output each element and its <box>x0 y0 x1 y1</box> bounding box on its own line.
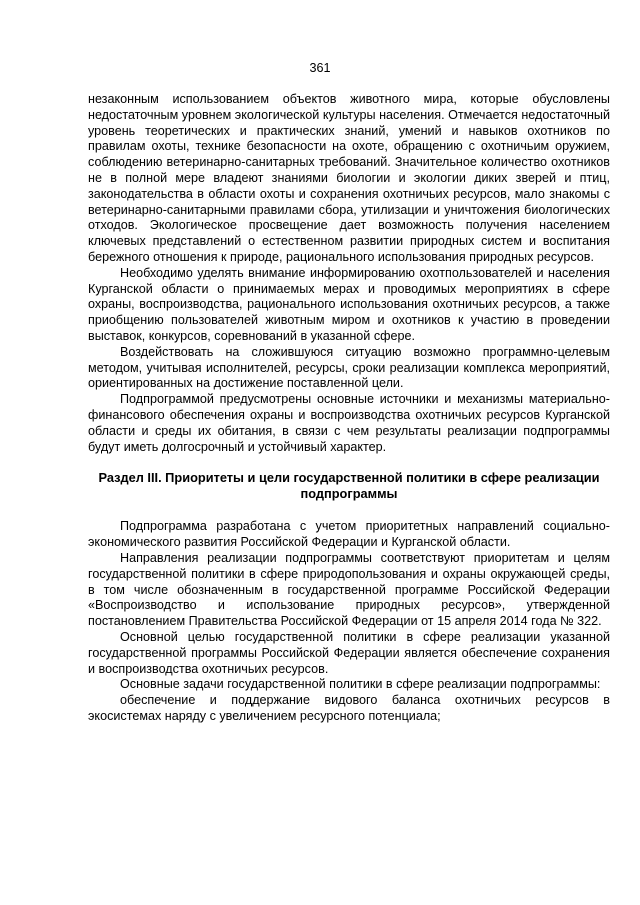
paragraph-main-goal: Основной целью государственной политики в сфере реализации указанной государственной программы Российской Федерации является обеспечение сохранения и воспроизводства охотничьих ресурсов. <box>88 629 610 676</box>
paragraph-program-method: Воздействовать на сложившуюся ситуацию возможно программно-целевым методом, учитывая исполнителей, ресурсы, сроки реализации комплекса мероприятий, ориентированных на достижение поставленной цели. <box>88 344 610 391</box>
paragraph-development-priorities: Подпрограмма разработана с учетом приоритетных направлений социально-экономического развития Российской Федерации и Курганской области. <box>88 519 610 550</box>
paragraph-continuation: незаконным использованием объектов животного мира, которые обусловлены недостаточным уровнем экологической культуры населения. Отмечается недостаточный уровень теоретических и практических знаний, умений и навыков охотников по правилам охоты, технике безопасности на охоте, обращению с охотничьим оружием, соблюдению ветеринарно-санитарных требований. Значительное количество охотников не в полной мере владеют знаниями биологии и экологии диких зверей и птиц, законодательства в области охоты и сохранения охотничьих ресурсов, мало знакомы с ветеринарно-санитарными правилами сбора, утилизации и уничтожения биологических отходов. Экологическое просвещение дает возможность получения населением ключевых представлений о естественном развитии природных систем и воспитания бережного отношения к природе, рационального использования природных ресурсов. <box>88 92 610 264</box>
paragraph-funding-sources: Подпрограммой предусмотрены основные источники и механизмы материально-финансового обеспечения охраны и воспроизводства охотничьих ресурсов Курганской области и среды их обитания, в связи с чем результаты реализации подпрограммы будут иметь долгосрочный и устойчивый характер. <box>88 392 610 454</box>
paragraph-main-tasks: Основные задачи государственной политики в сфере реализации подпрограммы: <box>120 677 601 692</box>
page-number: 361 <box>309 61 331 75</box>
section-heading: Раздел III. Приоритеты и цели государственной политики в сфере реализации подпрограммы <box>98 470 600 502</box>
paragraph-informing: Необходимо уделять внимание информированию охотпользователей и населения Курганской области о принимаемых мерах и проводимых мероприятиях в сфере охраны, воспроизводства, рационального использования охотничьих ресурсов, а также приобщению пользователей животным миром и охотников к участию в проведении выставок, конкурсов, соревнований в указанной сфере. <box>88 265 610 343</box>
document-body <box>88 92 610 725</box>
paragraph-implementation-directions: Направления реализации подпрограммы соответствуют приоритетам и целям государственной политики в сфере природопользования и охраны окружающей среды, в том числе обозначенным в государственной программе Российской Федерации «Воспроизводство и использование природных ресурсов», утвержденной постановлением Правительства Российской Федерации от 15 апреля 2014 года № 322. <box>88 550 610 629</box>
paragraph-task-balance: обеспечение и поддержание видового баланса охотничьих ресурсов в экосистемах наряду с увеличением ресурсного потенциала; <box>88 693 610 723</box>
